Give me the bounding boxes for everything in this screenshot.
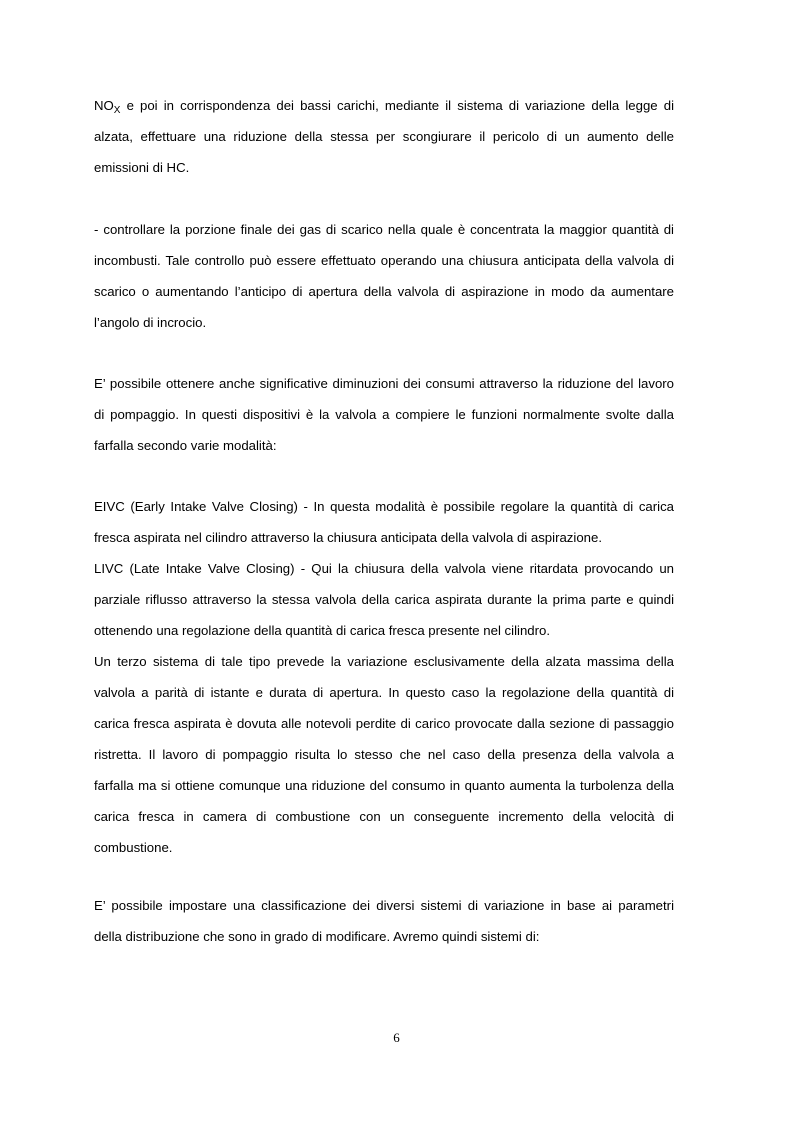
chemical-formula-subscript: X <box>113 105 121 116</box>
text-line <box>94 491 674 522</box>
text-line <box>94 890 674 921</box>
text-line <box>94 646 674 677</box>
line-text: carica fresca in camera di combustione con un conseguente incremento della velocità di <box>94 809 674 824</box>
line-text: di pompaggio. In questi dispositivi è la valvola a compiere le funzioni normalmente svolte dalla <box>94 407 674 422</box>
text-line <box>94 739 674 770</box>
text-line <box>94 832 674 863</box>
line-text: LIVC (Late Intake Valve Closing) - Qui la chiusura della valvola viene ritardata provocando un <box>94 561 674 576</box>
text-line <box>94 245 674 276</box>
paragraph-gas-di-scarico <box>94 214 674 338</box>
text-line <box>94 522 674 553</box>
text-line <box>94 399 674 430</box>
text-line <box>94 90 674 121</box>
paragraph-nox-alzata <box>94 90 674 183</box>
text-line <box>94 152 674 183</box>
line-text: Un terzo sistema di tale tipo prevede la variazione esclusivamente della alzata massima della <box>94 654 674 669</box>
line-text: parziale riflusso attraverso la stessa valvola della carica aspirata durante la prima parte e quindi <box>94 592 674 607</box>
line-text: alzata, effettuare una riduzione della stessa per scongiurare il pericolo di un aumento delle <box>94 129 674 144</box>
line-text: E’ possibile impostare una classificazione dei diversi sistemi di variazione in base ai parametri <box>94 898 674 913</box>
text-line <box>94 708 674 739</box>
text-line <box>94 921 674 952</box>
text-line <box>94 553 674 584</box>
text-line <box>94 307 674 338</box>
text-line <box>94 584 674 615</box>
line-text: l’angolo di incrocio. <box>94 315 207 330</box>
line-text: della distribuzione che sono in grado di modificare. Avremo quindi sistemi di: <box>94 929 540 944</box>
paragraph-lavoro-di-pompaggio <box>94 368 674 461</box>
line-text: ristretta. Il lavoro di pompaggio risulta lo stesso che nel caso della presenza della valvola a <box>94 747 674 762</box>
chemical-formula-base: NO <box>94 98 114 113</box>
text-line <box>94 770 674 801</box>
text-line <box>94 214 674 245</box>
paragraph-classificazione <box>94 890 674 952</box>
text-line <box>94 121 674 152</box>
paragraph-modalita-valvola <box>94 491 674 863</box>
line-text: e poi in corrispondenza dei bassi carichi, mediante il sistema di variazione della legge di <box>120 98 674 113</box>
line-text: incombusti. Tale controllo può essere effettuato operando una chiusura anticipata della valvola di <box>94 253 674 268</box>
line-text: ottenendo una regolazione della quantità di carica fresca presente nel cilindro. <box>94 623 550 638</box>
text-line <box>94 615 674 646</box>
page-number: 6 <box>393 1030 400 1045</box>
text-line <box>94 276 674 307</box>
line-text: scarico o aumentando l’anticipo di apertura della valvola di aspirazione in modo da aumentare <box>94 284 674 299</box>
line-text: fresca aspirata nel cilindro attraverso la chiusura anticipata della valvola di aspirazione. <box>94 530 602 545</box>
line-text: carica fresca aspirata è dovuta alle notevoli perdite di carico provocate dalla sezione di passaggio <box>94 716 674 731</box>
line-text: emissioni di HC. <box>94 160 190 175</box>
line-text: farfalla ma si ottiene comunque una riduzione del consumo in quanto aumenta la turbolenza della <box>94 778 674 793</box>
text-line <box>94 430 674 461</box>
text-line <box>94 368 674 399</box>
line-text: valvola a parità di istante e durata di apertura. In questo caso la regolazione della quantità di <box>94 685 674 700</box>
text-line <box>94 677 674 708</box>
line-text: E’ possibile ottenere anche significative diminuzioni dei consumi attraverso la riduzione del lavoro <box>94 376 674 391</box>
text-line <box>94 801 674 832</box>
line-text: farfalla secondo varie modalità: <box>94 438 277 453</box>
line-text: combustione. <box>94 840 173 855</box>
line-text: EIVC (Early Intake Valve Closing) - In questa modalità è possibile regolare la quantità di carica <box>94 499 674 514</box>
line-text: - controllare la porzione finale dei gas di scarico nella quale è concentrata la maggior quantità di <box>94 222 674 237</box>
